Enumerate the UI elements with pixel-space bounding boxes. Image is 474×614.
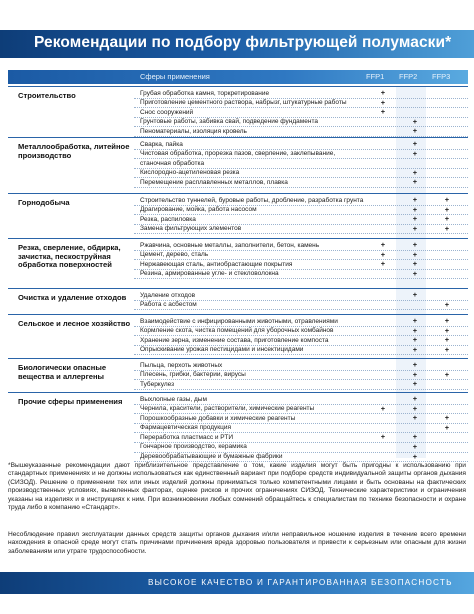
- row-application: Драгирование, мойка, работа насосом: [140, 206, 257, 214]
- row-ffp2-mark: +: [412, 316, 418, 325]
- table-row: [134, 251, 468, 261]
- group-rows: [134, 361, 468, 390]
- row-application: Сварка, пайка: [140, 140, 183, 148]
- table-row: [134, 443, 468, 453]
- row-application: Порошкообразные добавки и химические реагенты: [140, 414, 296, 422]
- table-row: [134, 270, 468, 280]
- page-title: Рекомендации по подбору фильтрующей полумаски*: [34, 34, 452, 51]
- row-ffp2-mark: +: [412, 259, 418, 269]
- table-row: [134, 89, 468, 99]
- row-application: Строительство туннелей, буровые работы, дробление, разработка грунта: [140, 196, 364, 204]
- row-ffp2-mark: +: [412, 451, 418, 461]
- group-rows: [134, 291, 468, 310]
- group-rows: [134, 395, 468, 462]
- row-ffp2-mark: +: [412, 441, 418, 451]
- row-ffp3-mark: +: [444, 214, 450, 224]
- table-group: [8, 314, 468, 358]
- table-row: [134, 169, 468, 179]
- header-ffp1: FFP1: [366, 72, 385, 81]
- row-application: Грубая обработка камня, торкретирование: [140, 89, 270, 97]
- table-row: [134, 361, 468, 371]
- table-row: [134, 380, 468, 390]
- row-ffp3-mark: +: [444, 369, 450, 379]
- table-row: [134, 395, 468, 405]
- row-ffp2-mark: +: [412, 126, 418, 136]
- row-ffp2-mark: +: [412, 432, 418, 442]
- table-row: [134, 317, 468, 327]
- row-ffp2-mark: +: [412, 148, 418, 158]
- row-ffp2-mark: +: [412, 240, 418, 249]
- group-category: Биологически опасные вещества и аллергены: [18, 363, 107, 381]
- table-group: [8, 193, 468, 237]
- footer-slogan: ВЫСОКОЕ КАЧЕСТВО И ГАРАНТИРОВАННАЯ БЕЗОПАСНОСТЬ: [148, 578, 453, 587]
- table-row: [134, 127, 468, 137]
- table-row: [134, 108, 468, 118]
- group-rows: [134, 89, 468, 137]
- table-row: [134, 336, 468, 346]
- row-application: Чернила, красители, растворители, химические реагенты: [140, 405, 315, 413]
- row-application: Гончарное производство, керамика: [140, 443, 247, 451]
- row-ffp3-mark: +: [444, 344, 450, 354]
- row-application: Кислородно-ацетиленовая резка: [140, 169, 240, 177]
- table-row: [134, 301, 468, 311]
- table-group: [8, 86, 468, 140]
- row-application: Резка, распиловка: [140, 215, 196, 223]
- row-application: Ржавчина, основные металлы, заполнители, бетон, камень: [140, 241, 320, 249]
- row-application: Грунтовые работы, забивка свай, подведение фундамента: [140, 118, 318, 126]
- table-row: [134, 291, 468, 301]
- row-ffp1-mark: +: [380, 97, 386, 107]
- row-ffp1-mark: +: [380, 432, 386, 442]
- row-application: Снос сооружений: [140, 108, 194, 116]
- group-category: Очистка и удаление отходов: [18, 293, 127, 302]
- row-application: Фармацевтическая продукция: [140, 424, 231, 432]
- row-ffp2-mark: +: [412, 223, 418, 233]
- table-row: [134, 327, 468, 337]
- row-ffp2-mark: +: [412, 116, 418, 126]
- row-ffp1-mark: +: [380, 88, 386, 97]
- row-ffp3-mark: +: [444, 335, 450, 345]
- row-application: Пеноматериалы, изоляция кровель: [140, 127, 247, 135]
- row-ffp3-mark: +: [444, 299, 450, 309]
- table-group: [8, 392, 468, 465]
- row-application: Нержавеющая сталь, антиобрастающие покрытия: [140, 260, 293, 268]
- row-application: Работа с асбестом: [140, 301, 197, 309]
- row-ffp2-mark: +: [412, 167, 418, 177]
- table-row: [134, 414, 468, 424]
- row-application: Пыльца, перхоть животных: [140, 361, 223, 369]
- table-row: [134, 433, 468, 443]
- row-ffp2-mark: +: [412, 335, 418, 345]
- row-application: Чистовая обработка, прорезка пазов, сверление, заклепывание,: [140, 150, 336, 158]
- warning-note: Несоблюдение правил эксплуатации данных средств защиты органов дыхания и/или неправильное ношение изделия в течение всего времени нахождения в опасной среде могут стать причинами причинения вреда здоровью пользователя и привести к серьезным или опасным для жизни заболеваниям или утрате трудоспособности.: [8, 531, 466, 555]
- row-ffp2-mark: +: [412, 413, 418, 423]
- row-ffp2-mark: +: [412, 249, 418, 259]
- table-row: [134, 150, 468, 160]
- row-ffp1-mark: +: [380, 259, 386, 269]
- table-row: [134, 196, 468, 206]
- row-application: Туберкулез: [140, 380, 175, 388]
- row-application: Замена фильтрующих элементов: [140, 225, 242, 233]
- row-ffp3-mark: +: [444, 195, 450, 204]
- row-ffp1-mark: +: [380, 403, 386, 413]
- row-ffp2-mark: +: [412, 403, 418, 413]
- row-ffp1-mark: +: [380, 107, 386, 117]
- table-row: [134, 215, 468, 225]
- row-ffp3-mark: +: [444, 204, 450, 214]
- row-application: Кормление скота, чистка помещений для уборочных комбайнов: [140, 327, 334, 335]
- row-ffp2-mark: +: [412, 360, 418, 369]
- row-application: Взаимодействие с инфицированными животными, отравлениями: [140, 317, 338, 325]
- row-ffp2-mark: +: [412, 195, 418, 204]
- row-ffp2-mark: +: [412, 290, 418, 299]
- group-rows: [134, 140, 468, 188]
- table-row: [134, 424, 468, 434]
- table-row: [134, 371, 468, 381]
- row-ffp2-mark: +: [412, 268, 418, 278]
- row-application: Плесень, грибки, бактерии, вирусы: [140, 371, 246, 379]
- table-row: [134, 405, 468, 415]
- row-ffp2-mark: +: [412, 214, 418, 224]
- row-ffp1-mark: +: [380, 249, 386, 259]
- row-application: станочная обработка: [140, 159, 205, 167]
- row-ffp3-mark: +: [444, 325, 450, 335]
- row-ffp1-mark: +: [380, 240, 386, 249]
- row-application: Деревообрабатывающие и бумажные фабрики: [140, 453, 283, 461]
- group-category: Прочие сферы применения: [18, 397, 123, 406]
- row-application: Резина, армированные угле- и стекловолокна: [140, 270, 279, 278]
- group-category: Горнодобыча: [18, 198, 70, 207]
- row-application: Опрыскивание урожая пестицидами и инсектицидами: [140, 346, 304, 354]
- table-group: [8, 137, 468, 191]
- row-ffp3-mark: +: [444, 316, 450, 325]
- row-ffp2-mark: +: [412, 379, 418, 389]
- row-ffp2-mark: +: [412, 369, 418, 379]
- row-ffp2-mark: +: [412, 204, 418, 214]
- group-rows: [134, 196, 468, 234]
- header-spheres: Сферы применения: [140, 72, 210, 81]
- table-row: [134, 346, 468, 356]
- table-row: [134, 118, 468, 128]
- row-ffp2-mark: +: [412, 344, 418, 354]
- title-banner: [0, 30, 474, 58]
- table-group: [8, 358, 468, 393]
- group-category: Строительство: [18, 91, 76, 100]
- group-rows: [134, 241, 468, 279]
- table-group: [8, 288, 468, 313]
- row-ffp2-mark: +: [412, 325, 418, 335]
- header-ffp2: FFP2: [399, 72, 418, 81]
- row-ffp3-mark: +: [444, 223, 450, 233]
- table-row: [134, 260, 468, 270]
- table-row: [134, 206, 468, 216]
- row-application: Перемещение расплавленных металлов, плавка: [140, 178, 288, 186]
- table-header: [8, 70, 468, 84]
- group-category: Металлообработка, литейное производство: [18, 142, 130, 160]
- row-application: Цемент, дерево, сталь: [140, 251, 209, 259]
- row-application: Приготовление цементного раствора, набрызг, штукатурные работы: [140, 99, 347, 107]
- row-application: Удаление отходов: [140, 291, 196, 299]
- table-row: [134, 225, 468, 235]
- row-ffp3-mark: +: [444, 422, 450, 432]
- group-rows: [134, 317, 468, 355]
- row-application: Выхлопные газы, дым: [140, 395, 207, 403]
- footer-banner: [0, 572, 474, 594]
- disclaimer-note: *Вышеуказанные рекомендации дают приблизительное представление о том, какие изделия могут быть пригодны к использованию при стандартных применениях и не должны использоваться как единственный вариант при подборе средств индивидуальной защиты органов дыхания (СИЗОД). Решение о применении тех или иных изделий должны приниматься только компетентными лицами и быть основаны на фактических производственных условиях, выявленных факторах, оценке рисков и прочих ограничениях СИЗОД. Технические характеристики и ограничения указаны на изделиях и в инструкциях к ним. При возникновении любых сомнений обращайтесь к специалистам по технике безопасности и охране труда либо в компанию «Стандарт».: [8, 462, 466, 512]
- table-row: [134, 178, 468, 188]
- row-ffp3-mark: +: [444, 413, 450, 423]
- group-category: Сельское и лесное хозяйство: [18, 319, 131, 328]
- row-ffp2-mark: +: [412, 139, 418, 148]
- table-row: [134, 99, 468, 109]
- table-group: [8, 238, 468, 282]
- table-row: [134, 241, 468, 251]
- header-ffp3: FFP3: [432, 72, 451, 81]
- group-category: Резка, сверление, обдирка, зачистка, пескоструйная обработка поверхностей: [18, 243, 121, 270]
- row-ffp2-mark: +: [412, 177, 418, 187]
- table-row: [134, 140, 468, 150]
- table-row: [134, 453, 468, 463]
- row-ffp2-mark: +: [412, 394, 418, 403]
- row-application: Переработка пластмасс и РТИ: [140, 433, 233, 441]
- table-row: [134, 159, 468, 169]
- row-application: Хранение зерна, изменение состава, приготовление компоста: [140, 336, 329, 344]
